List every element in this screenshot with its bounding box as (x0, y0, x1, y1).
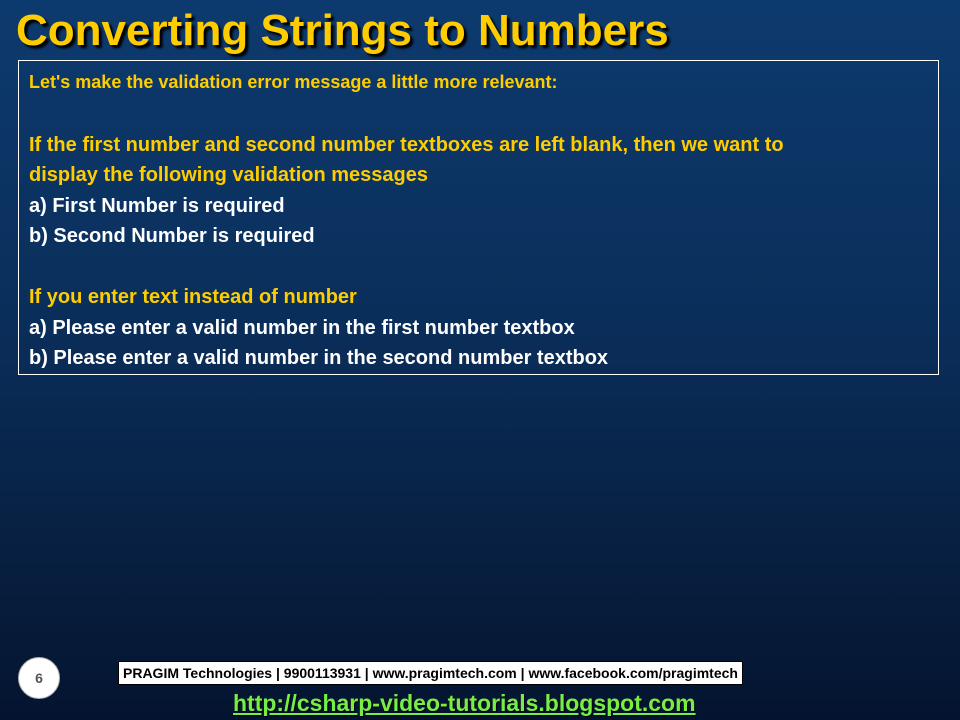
list-item-first-number-required: a) First Number is required (29, 194, 285, 217)
spacer (29, 99, 928, 130)
content-box (18, 60, 939, 375)
footer-banner: PRAGIM Technologies | 9900113931 | www.pragimtech.com | www.facebook.com/pragimtech (118, 661, 743, 685)
footer-blog-link[interactable]: http://csharp-video-tutorials.blogspot.com (233, 690, 696, 716)
list-item-valid-first-number: a) Please enter a valid number in the first number textbox (29, 316, 575, 339)
text-condition: If you enter text instead of number (29, 286, 357, 308)
spacer (29, 252, 928, 283)
blank-condition-line-2: display the following validation messages (29, 164, 428, 186)
list-item-valid-second-number: b) Please enter a valid number in the second number textbox (29, 347, 609, 369)
intro-text: Let's make the validation error message a little more relevant: (29, 72, 558, 92)
slide-title: Converting Strings to Numbers (16, 6, 669, 55)
list-item-second-number-required: b) Second Number is required (29, 225, 315, 247)
blank-condition-line-1: If the first number and second number textboxes are left blank, then we want to (29, 133, 784, 156)
page-number-badge: 6 (18, 657, 60, 699)
